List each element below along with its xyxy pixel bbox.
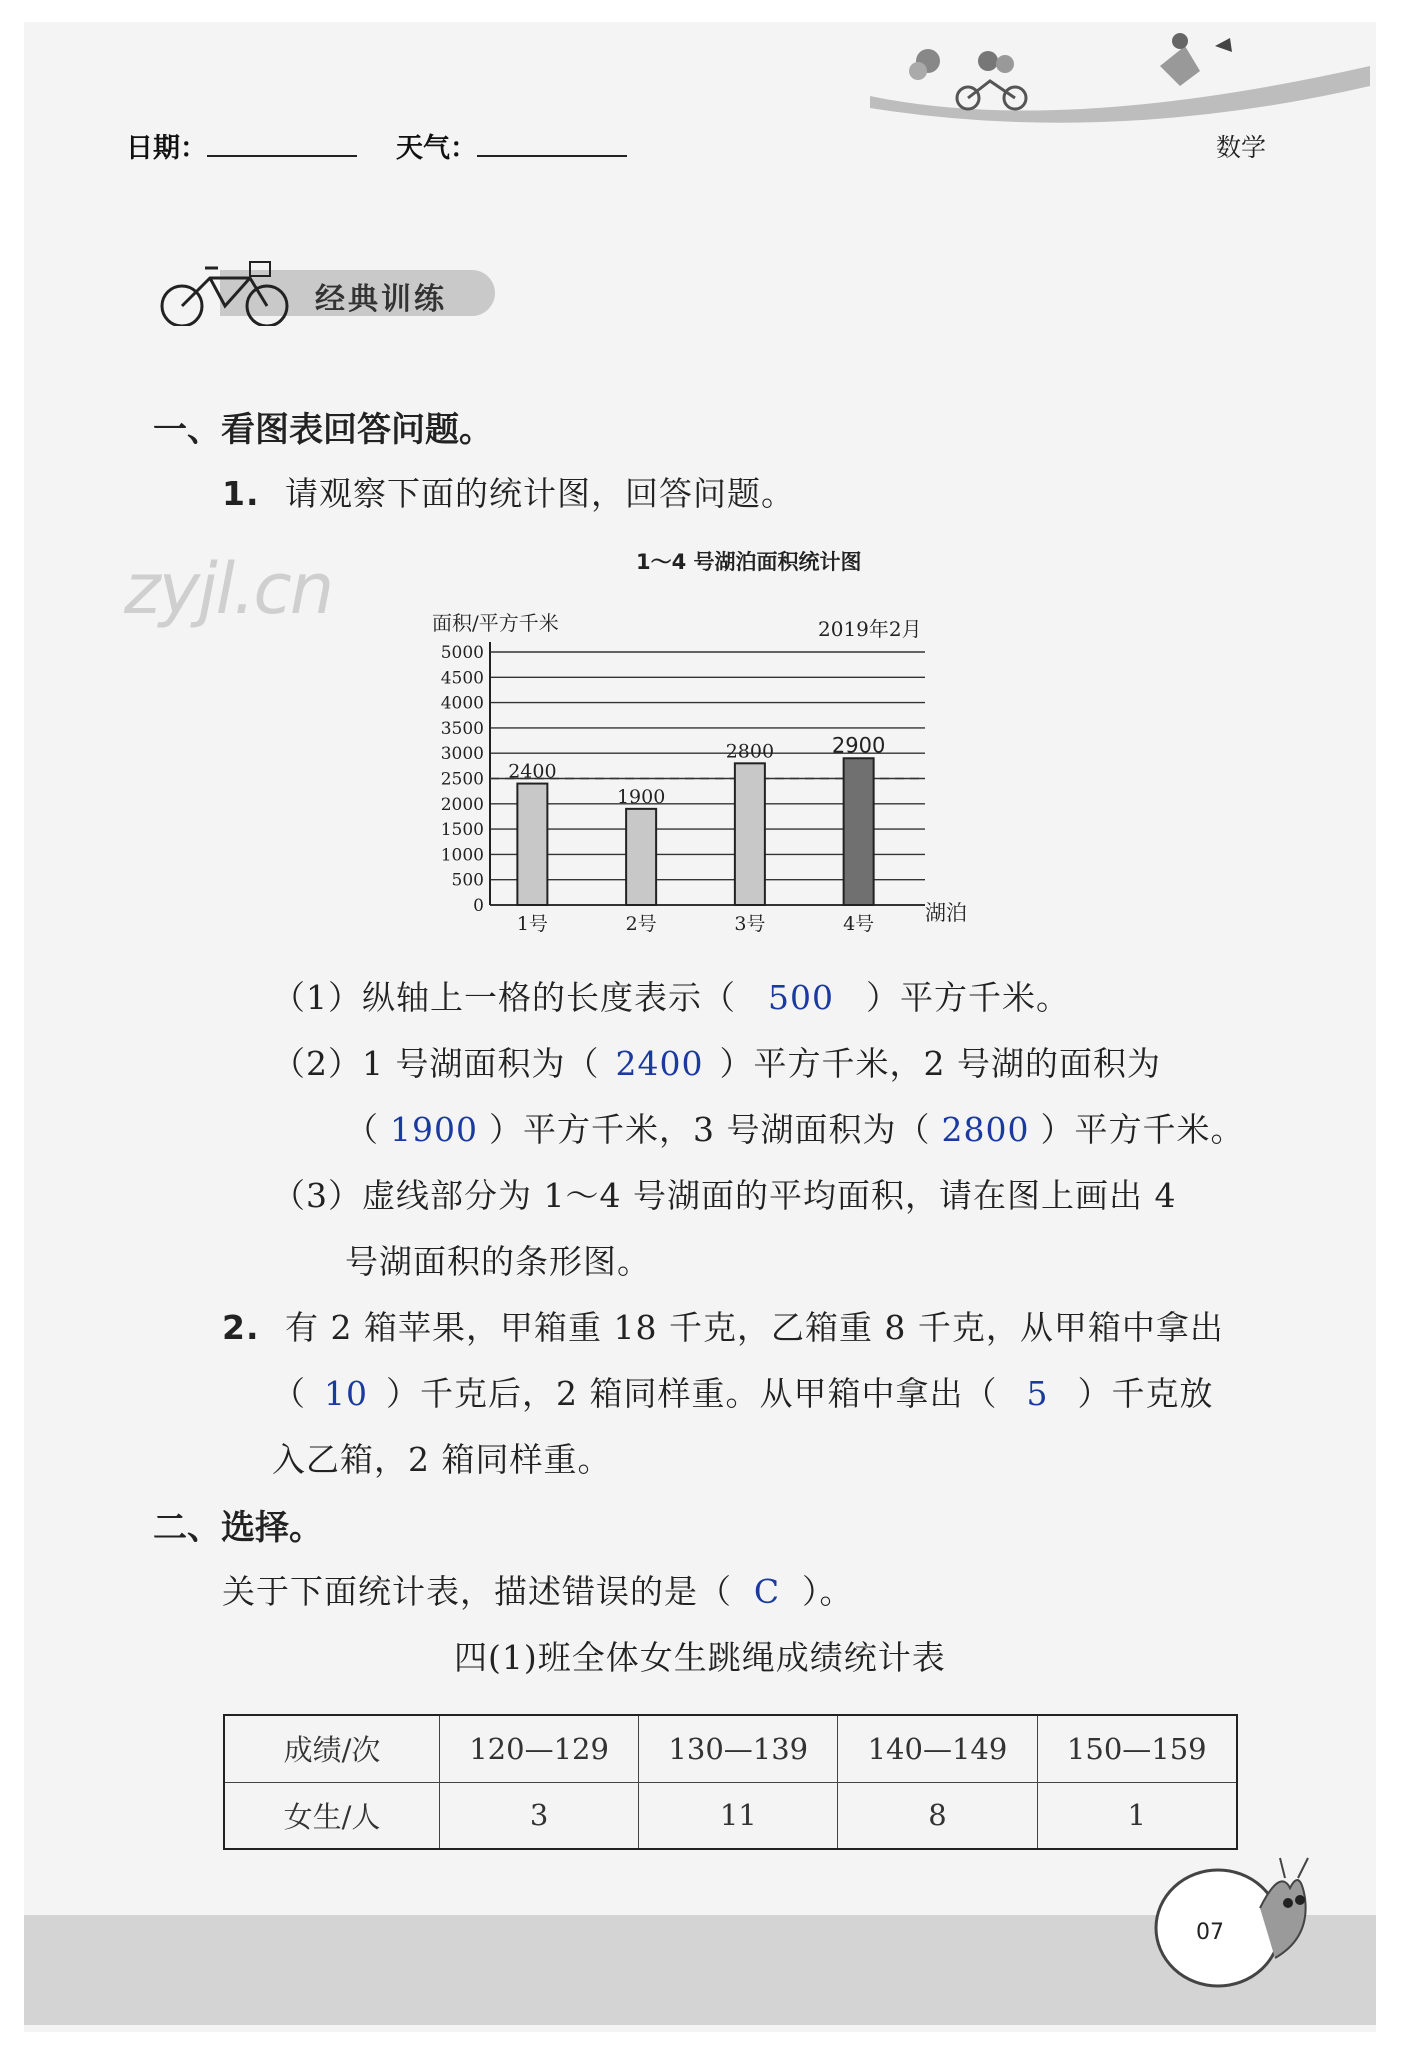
chart-ytick-label: 2000 xyxy=(440,794,484,815)
table-cell: 女生/人 xyxy=(224,1782,440,1849)
q2-line3: 入乙箱，2 箱同样重。 xyxy=(272,1440,612,1479)
q1-text: 请观察下面的统计图，回答问题。 xyxy=(285,474,795,513)
chart-category-label: 4号 xyxy=(843,913,875,935)
sub2-answer-2: 1900 xyxy=(390,1110,478,1149)
sub1-pre: （1）纵轴上一格的长度表示（ xyxy=(272,978,736,1017)
part2-heading: 二、选择。 xyxy=(153,1508,323,1548)
q2-number: 2. xyxy=(222,1308,260,1347)
chart-bar xyxy=(735,763,765,905)
part1-heading: 一、看图表回答问题。 xyxy=(153,410,493,450)
sub2-b: ）平方千米，2 号湖的面积为 xyxy=(719,1044,1161,1083)
chart-ytick-label: 1500 xyxy=(440,820,484,841)
q2-answer-2: 5 xyxy=(1026,1374,1049,1413)
sub2-a: （2）1 号湖面积为（ xyxy=(272,1044,600,1083)
q2-line1: 有 2 箱苹果，甲箱重 18 千克，乙箱重 8 千克，从甲箱中拿出 xyxy=(285,1308,1224,1347)
chart-category-label: 3号 xyxy=(734,913,766,935)
chart-ytick-label: 500 xyxy=(451,870,484,891)
bicycle-icon xyxy=(150,256,300,326)
sub2-answer-1: 2400 xyxy=(615,1044,704,1083)
weather-blank xyxy=(477,127,627,157)
sub2-c: （ xyxy=(345,1110,379,1149)
header-decoration-illustration xyxy=(860,26,1380,126)
q2-l2-c: ）千克放 xyxy=(1077,1374,1214,1413)
sub2-e: ）平方千米。 xyxy=(1040,1110,1245,1149)
table-cell: 1 xyxy=(1037,1782,1237,1849)
chart-xlabel: 湖泊 xyxy=(925,901,967,925)
q2-answer-1: 10 xyxy=(324,1374,368,1413)
chart-ytick-label: 2500 xyxy=(440,769,484,790)
chart-bar xyxy=(626,809,656,905)
watermark: zyjl.cn xyxy=(124,548,333,630)
date-blank xyxy=(207,127,357,157)
table-cell: 120—129 xyxy=(440,1715,639,1782)
table-cell: 11 xyxy=(639,1782,838,1849)
chart-data-label: 1900 xyxy=(616,785,666,808)
chart-bar xyxy=(517,784,547,905)
table-header-row xyxy=(224,1715,1237,1782)
chart-ylabel: 面积/平方千米 xyxy=(432,611,559,635)
sub2-answer-3: 2800 xyxy=(941,1110,1030,1149)
chart-ytick-label: 1000 xyxy=(440,845,484,866)
table-cell: 3 xyxy=(440,1782,639,1849)
q1-number: 1. xyxy=(222,474,260,513)
chart-ytick-label: 3500 xyxy=(440,718,484,739)
sub1-answer: 500 xyxy=(768,978,834,1017)
subject-label: 数学 xyxy=(1216,133,1267,162)
chart-date-note: 2019年2月 xyxy=(818,617,922,641)
table-cell: 150—159 xyxy=(1037,1715,1237,1782)
chart-category-label: 2号 xyxy=(625,913,657,935)
date-label: 日期： xyxy=(126,133,207,164)
part2-question-post: ）。 xyxy=(802,1572,854,1611)
chart-category-label: 1号 xyxy=(516,913,548,935)
chart-data-label: 2900 xyxy=(831,733,886,758)
chart-title: 1～4 号湖泊面积统计图 xyxy=(636,550,862,574)
chart-ytick-label: 0 xyxy=(473,896,484,916)
sub3-line2: 号湖面积的条形图。 xyxy=(345,1242,651,1281)
chart-data-label: 2400 xyxy=(508,760,557,783)
table-cell: 130—139 xyxy=(639,1715,838,1782)
table-cell: 140—149 xyxy=(838,1715,1037,1782)
q2-l2-a: （ xyxy=(272,1374,306,1413)
chart-ytick-label: 4000 xyxy=(440,693,484,714)
section-banner xyxy=(150,256,495,322)
part2-question-pre: 关于下面统计表，描述错误的是（ xyxy=(222,1572,732,1611)
chart-data-label: 2800 xyxy=(725,740,775,763)
part2-answer: C xyxy=(753,1572,781,1611)
table-cell: 成绩/次 xyxy=(224,1715,440,1782)
chart-ytick-label: 3000 xyxy=(440,744,484,765)
jump-rope-stats-table xyxy=(223,1714,1238,1850)
sub3-line1: （3）虚线部分为 1～4 号湖面的平均面积，请在图上画出 4 xyxy=(272,1176,1177,1215)
table-cell: 8 xyxy=(838,1782,1037,1849)
page-number: 07 xyxy=(1196,1920,1224,1945)
chart-ytick-label: 5000 xyxy=(440,643,484,663)
table-row xyxy=(224,1782,1237,1849)
chart-bar xyxy=(844,758,874,905)
chart-ytick-label: 4500 xyxy=(440,668,484,689)
sub1-post: ）平方千米。 xyxy=(866,978,1070,1017)
sub2-d: ）平方千米，3 号湖面积为（ xyxy=(489,1110,931,1149)
weather-label: 天气： xyxy=(396,133,477,164)
q2-l2-b: ）千克后，2 箱同样重。从甲箱中拿出（ xyxy=(386,1374,998,1413)
table-title: 四(1)班全体女生跳绳成绩统计表 xyxy=(454,1638,946,1677)
banner-title: 经典训练 xyxy=(315,282,447,317)
lake-area-bar-chart xyxy=(420,600,980,960)
